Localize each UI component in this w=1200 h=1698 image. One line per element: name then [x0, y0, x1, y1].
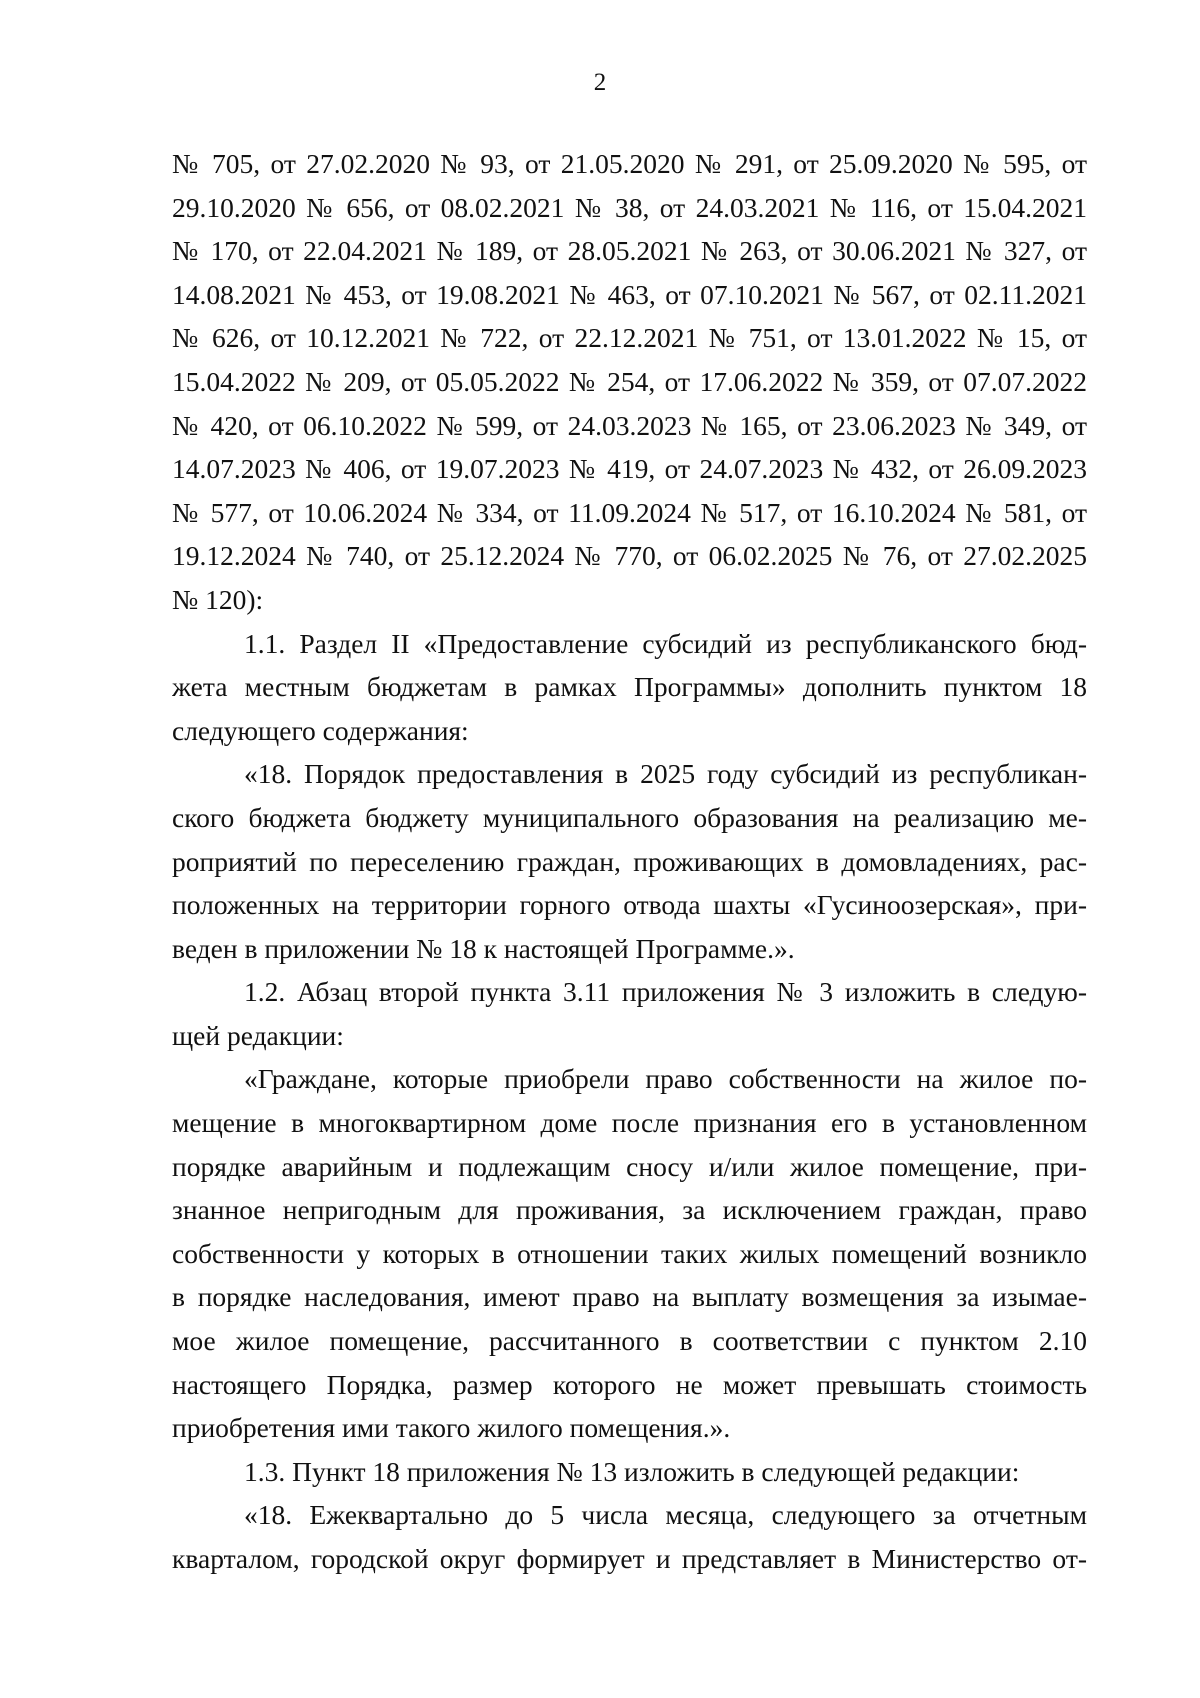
text-line: собственности у которых в отношении таких жилых помещений возникло: [172, 1237, 1087, 1269]
text-line: 14.07.2023 № 406, от 19.07.2023 № 419, от 24.07.2023 № 432, от 26.09.2023: [172, 453, 1087, 485]
text-line: № 420, от 06.10.2022 № 599, от 24.03.2023 № 165, от 23.06.2023 № 349, от: [172, 409, 1087, 441]
text-line: 19.12.2024 № 740, от 25.12.2024 № 770, от 06.02.2025 № 76, от 27.02.2025: [172, 540, 1087, 572]
text-line: мое жилое помещение, рассчитанного в соответствии с пунктом 2.10: [172, 1325, 1087, 1357]
text-line: мещение в многоквартирном доме после признания его в установленном: [172, 1107, 1087, 1139]
text-line: 29.10.2020 № 656, от 08.02.2021 № 38, от 24.03.2021 № 116, от 15.04.2021: [172, 191, 1087, 223]
text-line: щей редакции:: [172, 1019, 344, 1051]
text-line: в порядке наследования, имеют право на выплату возмещения за изымае-: [172, 1281, 1087, 1313]
text-line: 15.04.2022 № 209, от 05.05.2022 № 254, от 17.06.2022 № 359, от 07.07.2022: [172, 365, 1087, 397]
page-number: 2: [593, 69, 607, 96]
text-line: 1.1. Раздел II «Предоставление субсидий из республиканского бюд-: [244, 627, 1087, 659]
text-line: веден в приложении № 18 к настоящей Программе.».: [172, 932, 795, 964]
text-line: жета местным бюджетам в рамках Программы» дополнить пунктом 18: [172, 671, 1087, 703]
text-line: следующего содержания:: [172, 714, 469, 746]
text-line: 1.3. Пункт 18 приложения № 13 изложить в следующей редакции:: [244, 1455, 1020, 1487]
text-line: «Граждане, которые приобрели право собственности на жилое по-: [244, 1063, 1087, 1095]
text-line: № 626, от 10.12.2021 № 722, от 22.12.2021 № 751, от 13.01.2022 № 15, от: [172, 322, 1087, 354]
text-line: знанное непригодным для проживания, за исключением граждан, право: [172, 1194, 1087, 1226]
text-line: приобретения ими такого жилого помещения.».: [172, 1412, 731, 1444]
text-line: № 120):: [172, 583, 264, 615]
text-line: роприятий по переселению граждан, проживающих в домовладениях, рас-: [172, 845, 1087, 877]
text-line: № 170, от 22.04.2021 № 189, от 28.05.2021 № 263, от 30.06.2021 № 327, от: [172, 235, 1087, 267]
text-line: № 577, от 10.06.2024 № 334, от 11.09.2024 № 517, от 16.10.2024 № 581, от: [172, 496, 1087, 528]
text-line: 14.08.2021 № 453, от 19.08.2021 № 463, от 07.10.2021 № 567, от 02.11.2021: [172, 278, 1087, 310]
text-line: настоящего Порядка, размер которого не может превышать стоимость: [172, 1368, 1087, 1400]
text-line: «18. Ежеквартально до 5 числа месяца, следующего за отчетным: [244, 1499, 1087, 1531]
text-line: порядке аварийным и подлежащим сносу и/или жилое помещение, при-: [172, 1150, 1087, 1182]
text-line: кварталом, городской округ формирует и представляет в Министерство от-: [172, 1543, 1087, 1574]
text-line: «18. Порядок предоставления в 2025 году субсидий из республикан-: [244, 758, 1087, 790]
text-line: ского бюджета бюджету муниципального образования на реализацию ме-: [172, 801, 1087, 833]
text-line: № 705, от 27.02.2020 № 93, от 21.05.2020 № 291, от 25.09.2020 № 595, от: [172, 148, 1087, 179]
text-line: 1.2. Абзац второй пункта 3.11 приложения № 3 изложить в следую-: [244, 976, 1087, 1008]
document-body: [172, 142, 1087, 1581]
text-line: положенных на территории горного отвода шахты «Гусиноозерская», при-: [172, 889, 1087, 921]
